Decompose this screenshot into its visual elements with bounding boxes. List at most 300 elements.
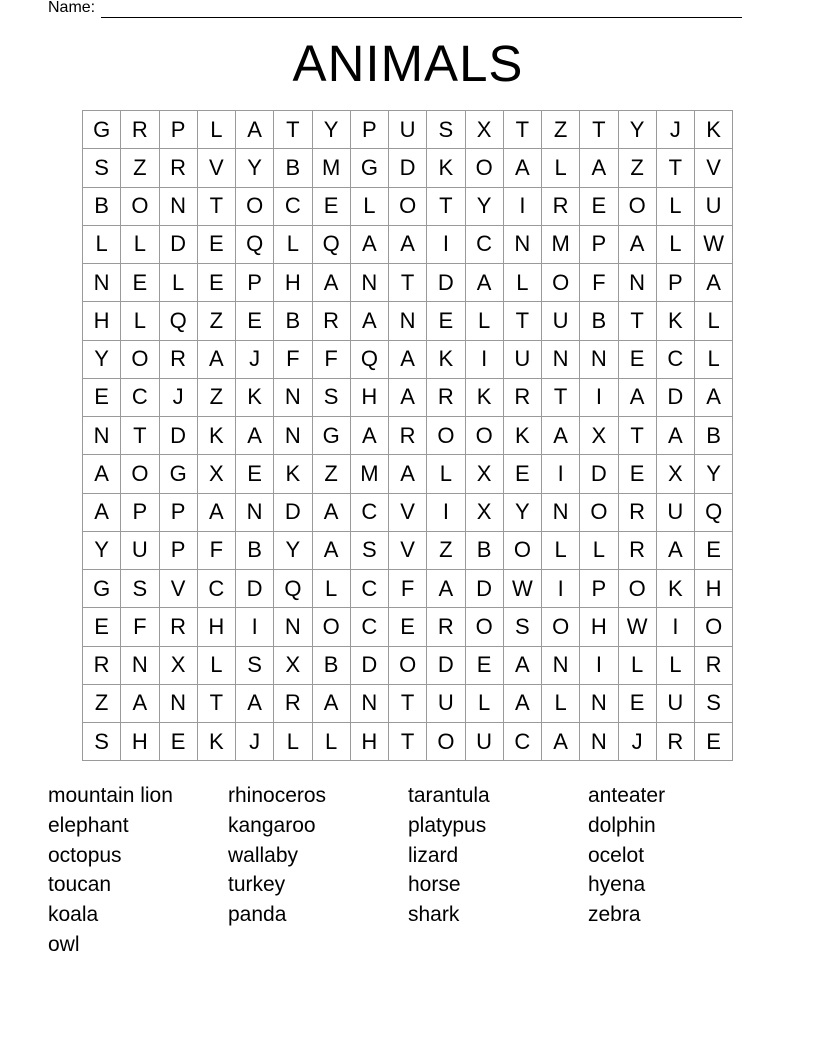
grid-cell[interactable]: K bbox=[695, 111, 733, 149]
grid-cell[interactable]: L bbox=[657, 647, 695, 685]
grid-cell[interactable]: C bbox=[351, 570, 389, 608]
grid-cell[interactable]: L bbox=[542, 685, 580, 723]
grid-cell[interactable]: A bbox=[542, 417, 580, 455]
grid-cell[interactable]: K bbox=[274, 455, 312, 493]
grid-cell[interactable]: F bbox=[121, 608, 159, 646]
grid-cell[interactable]: S bbox=[121, 570, 159, 608]
grid-cell[interactable]: O bbox=[121, 455, 159, 493]
grid-cell[interactable]: Y bbox=[619, 111, 657, 149]
grid-cell[interactable]: S bbox=[427, 111, 465, 149]
grid-cell[interactable]: T bbox=[657, 149, 695, 187]
grid-cell[interactable]: H bbox=[351, 723, 389, 761]
grid-cell[interactable]: A bbox=[313, 685, 351, 723]
grid-cell[interactable]: F bbox=[313, 341, 351, 379]
grid-cell[interactable]: A bbox=[313, 494, 351, 532]
grid-cell[interactable]: B bbox=[313, 647, 351, 685]
grid-cell[interactable]: A bbox=[504, 647, 542, 685]
grid-cell[interactable]: K bbox=[427, 149, 465, 187]
grid-cell[interactable]: W bbox=[504, 570, 542, 608]
grid-cell[interactable]: D bbox=[160, 417, 198, 455]
grid-cell[interactable]: A bbox=[351, 302, 389, 340]
grid-cell[interactable]: A bbox=[83, 455, 121, 493]
grid-cell[interactable]: B bbox=[274, 302, 312, 340]
word-list-item: horse bbox=[408, 873, 461, 897]
grid-cell[interactable]: R bbox=[427, 379, 465, 417]
grid-cell[interactable]: K bbox=[427, 341, 465, 379]
grid-cell[interactable]: V bbox=[198, 149, 236, 187]
grid-cell[interactable]: N bbox=[580, 341, 618, 379]
grid-cell[interactable]: A bbox=[236, 417, 274, 455]
grid-cell[interactable]: I bbox=[542, 570, 580, 608]
grid-cell[interactable]: Y bbox=[695, 455, 733, 493]
grid-cell[interactable]: X bbox=[657, 455, 695, 493]
grid-cell[interactable]: I bbox=[542, 455, 580, 493]
grid-cell[interactable]: K bbox=[466, 379, 504, 417]
grid-cell[interactable]: T bbox=[389, 685, 427, 723]
grid-cell[interactable]: U bbox=[121, 532, 159, 570]
grid-cell[interactable]: O bbox=[121, 341, 159, 379]
grid-cell[interactable]: X bbox=[466, 111, 504, 149]
grid-cell[interactable]: A bbox=[83, 494, 121, 532]
grid-cell[interactable]: O bbox=[466, 149, 504, 187]
grid-cell[interactable]: L bbox=[542, 532, 580, 570]
grid-cell[interactable]: K bbox=[236, 379, 274, 417]
grid-cell[interactable]: T bbox=[121, 417, 159, 455]
grid-cell[interactable]: K bbox=[198, 417, 236, 455]
grid-cell[interactable]: N bbox=[160, 685, 198, 723]
grid-cell[interactable]: O bbox=[466, 608, 504, 646]
grid-cell[interactable]: H bbox=[695, 570, 733, 608]
grid-cell[interactable]: Q bbox=[313, 226, 351, 264]
word-list-item: kangaroo bbox=[228, 813, 316, 837]
grid-cell[interactable]: X bbox=[274, 647, 312, 685]
grid-cell[interactable]: A bbox=[236, 685, 274, 723]
grid-cell[interactable]: E bbox=[695, 723, 733, 761]
grid-cell[interactable]: N bbox=[274, 417, 312, 455]
grid-cell[interactable]: G bbox=[313, 417, 351, 455]
grid-cell[interactable]: L bbox=[466, 685, 504, 723]
grid-cell[interactable]: N bbox=[160, 188, 198, 226]
grid-cell[interactable]: X bbox=[160, 647, 198, 685]
grid-cell[interactable]: Y bbox=[313, 111, 351, 149]
grid-cell[interactable]: H bbox=[274, 264, 312, 302]
grid-cell[interactable]: W bbox=[619, 608, 657, 646]
grid-cell[interactable]: L bbox=[619, 647, 657, 685]
grid-cell[interactable]: R bbox=[389, 417, 427, 455]
grid-cell[interactable]: O bbox=[542, 264, 580, 302]
grid-cell[interactable]: A bbox=[466, 264, 504, 302]
grid-cell[interactable]: L bbox=[580, 532, 618, 570]
grid-cell[interactable]: X bbox=[580, 417, 618, 455]
grid-cell[interactable]: S bbox=[83, 723, 121, 761]
grid-cell[interactable]: B bbox=[695, 417, 733, 455]
grid-cell[interactable]: H bbox=[198, 608, 236, 646]
grid-cell[interactable]: Q bbox=[351, 341, 389, 379]
grid-cell[interactable]: B bbox=[83, 188, 121, 226]
grid-cell[interactable]: A bbox=[389, 379, 427, 417]
grid-cell[interactable]: E bbox=[236, 302, 274, 340]
grid-cell[interactable]: E bbox=[695, 532, 733, 570]
grid-cell[interactable]: N bbox=[83, 264, 121, 302]
grid-cell[interactable]: B bbox=[274, 149, 312, 187]
grid-cell[interactable]: D bbox=[466, 570, 504, 608]
grid-cell[interactable]: I bbox=[580, 647, 618, 685]
grid-cell[interactable]: S bbox=[351, 532, 389, 570]
grid-cell[interactable]: T bbox=[542, 379, 580, 417]
grid-cell[interactable]: X bbox=[198, 455, 236, 493]
grid-cell[interactable]: R bbox=[695, 647, 733, 685]
grid-cell[interactable]: R bbox=[427, 608, 465, 646]
grid-cell[interactable]: V bbox=[160, 570, 198, 608]
word-list-item: koala bbox=[48, 903, 99, 927]
grid-cell[interactable]: U bbox=[427, 685, 465, 723]
grid-cell[interactable]: O bbox=[580, 494, 618, 532]
grid-cell[interactable]: K bbox=[198, 723, 236, 761]
grid-cell[interactable]: I bbox=[236, 608, 274, 646]
grid-cell[interactable]: O bbox=[619, 188, 657, 226]
grid-cell[interactable]: N bbox=[619, 264, 657, 302]
grid-cell[interactable]: O bbox=[121, 188, 159, 226]
grid-cell[interactable]: A bbox=[313, 532, 351, 570]
grid-cell[interactable]: D bbox=[160, 226, 198, 264]
grid-cell[interactable]: L bbox=[198, 647, 236, 685]
grid-cell[interactable]: Z bbox=[83, 685, 121, 723]
name-field[interactable] bbox=[48, 0, 742, 18]
grid-cell[interactable]: A bbox=[504, 685, 542, 723]
grid-cell[interactable]: H bbox=[121, 723, 159, 761]
grid-cell[interactable]: D bbox=[657, 379, 695, 417]
grid-cell[interactable]: Y bbox=[504, 494, 542, 532]
grid-cell[interactable]: T bbox=[580, 111, 618, 149]
grid-cell[interactable]: L bbox=[504, 264, 542, 302]
grid-cell[interactable]: S bbox=[236, 647, 274, 685]
grid-cell[interactable]: T bbox=[619, 417, 657, 455]
grid-cell[interactable]: O bbox=[619, 570, 657, 608]
grid-cell[interactable]: G bbox=[160, 455, 198, 493]
grid-cell[interactable]: R bbox=[313, 302, 351, 340]
grid-cell[interactable]: A bbox=[198, 341, 236, 379]
grid-cell[interactable]: O bbox=[313, 608, 351, 646]
grid-cell[interactable]: L bbox=[274, 226, 312, 264]
grid-cell[interactable]: N bbox=[542, 647, 580, 685]
grid-cell[interactable]: P bbox=[236, 264, 274, 302]
grid-cell[interactable]: L bbox=[657, 226, 695, 264]
grid-cell[interactable]: A bbox=[236, 111, 274, 149]
grid-cell[interactable]: R bbox=[83, 647, 121, 685]
grid-cell[interactable]: Z bbox=[542, 111, 580, 149]
grid-cell[interactable]: Z bbox=[427, 532, 465, 570]
grid-cell[interactable]: O bbox=[542, 608, 580, 646]
grid-cell[interactable]: K bbox=[657, 302, 695, 340]
grid-cell[interactable]: O bbox=[695, 608, 733, 646]
grid-cell[interactable]: G bbox=[83, 570, 121, 608]
grid-cell[interactable]: N bbox=[542, 341, 580, 379]
grid-cell[interactable]: W bbox=[695, 226, 733, 264]
grid-cell[interactable]: J bbox=[160, 379, 198, 417]
grid-cell[interactable]: D bbox=[427, 647, 465, 685]
grid-cell[interactable]: Z bbox=[313, 455, 351, 493]
grid-cell[interactable]: O bbox=[427, 417, 465, 455]
grid-cell[interactable]: N bbox=[389, 302, 427, 340]
grid-cell[interactable]: I bbox=[427, 494, 465, 532]
grid-cell[interactable]: B bbox=[466, 532, 504, 570]
grid-cell[interactable]: Y bbox=[83, 341, 121, 379]
grid-cell[interactable]: V bbox=[389, 532, 427, 570]
grid-cell[interactable]: P bbox=[580, 570, 618, 608]
grid-cell[interactable]: A bbox=[695, 379, 733, 417]
grid-cell[interactable]: E bbox=[619, 341, 657, 379]
grid-cell[interactable]: T bbox=[619, 302, 657, 340]
grid-cell[interactable]: T bbox=[198, 685, 236, 723]
grid-cell[interactable]: M bbox=[313, 149, 351, 187]
grid-cell[interactable]: Z bbox=[198, 379, 236, 417]
word-list-item: hyena bbox=[588, 873, 646, 897]
grid-cell[interactable]: D bbox=[351, 647, 389, 685]
grid-cell[interactable]: O bbox=[466, 417, 504, 455]
grid-cell[interactable]: Q bbox=[236, 226, 274, 264]
grid-cell[interactable]: L bbox=[427, 455, 465, 493]
grid-cell[interactable]: N bbox=[542, 494, 580, 532]
grid-cell[interactable]: E bbox=[619, 685, 657, 723]
grid-cell[interactable]: R bbox=[274, 685, 312, 723]
grid-cell[interactable]: P bbox=[121, 494, 159, 532]
grid-cell[interactable]: A bbox=[657, 417, 695, 455]
grid-cell[interactable]: J bbox=[236, 723, 274, 761]
grid-cell[interactable]: E bbox=[504, 455, 542, 493]
grid-cell[interactable]: N bbox=[351, 685, 389, 723]
grid-cell[interactable]: C bbox=[274, 188, 312, 226]
grid-cell[interactable]: D bbox=[389, 149, 427, 187]
grid-cell[interactable]: D bbox=[236, 570, 274, 608]
grid-cell[interactable]: O bbox=[504, 532, 542, 570]
grid-cell[interactable]: T bbox=[274, 111, 312, 149]
grid-cell[interactable]: A bbox=[542, 723, 580, 761]
grid-cell[interactable]: E bbox=[580, 188, 618, 226]
grid-cell[interactable]: I bbox=[466, 341, 504, 379]
grid-cell[interactable]: F bbox=[580, 264, 618, 302]
grid-cell[interactable]: P bbox=[657, 264, 695, 302]
grid-cell[interactable]: N bbox=[580, 723, 618, 761]
grid-cell[interactable]: T bbox=[504, 111, 542, 149]
grid-cell[interactable]: H bbox=[351, 379, 389, 417]
grid-cell[interactable]: E bbox=[466, 647, 504, 685]
grid-cell[interactable]: Y bbox=[274, 532, 312, 570]
grid-cell[interactable]: L bbox=[121, 226, 159, 264]
grid-cell[interactable]: O bbox=[389, 188, 427, 226]
grid-cell[interactable]: R bbox=[160, 608, 198, 646]
grid-cell[interactable]: N bbox=[83, 417, 121, 455]
grid-cell[interactable]: F bbox=[198, 532, 236, 570]
grid-cell[interactable]: A bbox=[389, 455, 427, 493]
grid-cell[interactable]: U bbox=[695, 188, 733, 226]
grid-cell[interactable]: U bbox=[542, 302, 580, 340]
grid-cell[interactable]: L bbox=[657, 188, 695, 226]
grid-cell[interactable]: N bbox=[274, 608, 312, 646]
grid-cell[interactable]: A bbox=[504, 149, 542, 187]
grid-cell[interactable]: E bbox=[313, 188, 351, 226]
grid-cell[interactable]: R bbox=[504, 379, 542, 417]
grid-cell[interactable]: N bbox=[580, 685, 618, 723]
grid-cell[interactable]: A bbox=[580, 149, 618, 187]
name-underline[interactable] bbox=[101, 2, 742, 18]
grid-cell[interactable]: H bbox=[580, 608, 618, 646]
grid-cell[interactable]: D bbox=[274, 494, 312, 532]
grid-cell[interactable]: E bbox=[83, 608, 121, 646]
grid-cell[interactable]: S bbox=[313, 379, 351, 417]
grid-cell[interactable]: Y bbox=[83, 532, 121, 570]
grid-cell[interactable]: C bbox=[657, 341, 695, 379]
grid-cell[interactable]: L bbox=[313, 723, 351, 761]
grid-cell[interactable]: A bbox=[351, 226, 389, 264]
grid-cell[interactable]: A bbox=[313, 264, 351, 302]
word-list-item: lizard bbox=[408, 843, 459, 867]
grid-cell[interactable]: A bbox=[198, 494, 236, 532]
grid-cell[interactable]: A bbox=[619, 226, 657, 264]
grid-cell[interactable]: R bbox=[160, 341, 198, 379]
word-list-item: zebra bbox=[588, 903, 641, 927]
grid-cell[interactable]: G bbox=[83, 111, 121, 149]
grid-cell[interactable]: Z bbox=[198, 302, 236, 340]
grid-cell[interactable]: L bbox=[351, 188, 389, 226]
grid-cell[interactable]: B bbox=[580, 302, 618, 340]
grid-cell[interactable]: E bbox=[198, 226, 236, 264]
grid-cell[interactable]: A bbox=[657, 532, 695, 570]
grid-cell[interactable]: I bbox=[657, 608, 695, 646]
grid-cell[interactable]: P bbox=[160, 532, 198, 570]
grid-cell[interactable]: T bbox=[427, 188, 465, 226]
grid-cell[interactable]: K bbox=[657, 570, 695, 608]
word-list-item: tarantula bbox=[408, 784, 490, 807]
grid-cell[interactable]: G bbox=[351, 149, 389, 187]
grid-cell[interactable]: C bbox=[466, 226, 504, 264]
grid-cell[interactable]: E bbox=[236, 455, 274, 493]
grid-cell[interactable]: R bbox=[542, 188, 580, 226]
grid-cell[interactable]: O bbox=[236, 188, 274, 226]
grid-cell[interactable]: J bbox=[657, 111, 695, 149]
grid-cell[interactable]: R bbox=[619, 494, 657, 532]
grid-cell[interactable]: Y bbox=[466, 188, 504, 226]
grid-cell[interactable]: I bbox=[580, 379, 618, 417]
grid-cell[interactable]: E bbox=[198, 264, 236, 302]
grid-cell[interactable]: A bbox=[389, 341, 427, 379]
grid-cell[interactable]: V bbox=[695, 149, 733, 187]
grid-cell[interactable]: X bbox=[466, 494, 504, 532]
grid-cell[interactable]: C bbox=[121, 379, 159, 417]
grid-cell[interactable]: L bbox=[466, 302, 504, 340]
grid-cell[interactable]: S bbox=[695, 685, 733, 723]
grid-cell[interactable]: L bbox=[313, 570, 351, 608]
grid-cell[interactable]: J bbox=[236, 341, 274, 379]
grid-cell[interactable]: U bbox=[504, 341, 542, 379]
grid-cell[interactable]: T bbox=[504, 302, 542, 340]
grid-cell[interactable]: C bbox=[504, 723, 542, 761]
grid-cell[interactable]: I bbox=[427, 226, 465, 264]
grid-cell[interactable]: A bbox=[389, 226, 427, 264]
grid-cell[interactable]: S bbox=[83, 149, 121, 187]
grid-cell[interactable]: Q bbox=[160, 302, 198, 340]
grid-cell[interactable]: U bbox=[657, 494, 695, 532]
grid-cell[interactable]: R bbox=[121, 111, 159, 149]
grid-cell[interactable]: I bbox=[504, 188, 542, 226]
grid-cell[interactable]: J bbox=[619, 723, 657, 761]
grid-cell[interactable]: L bbox=[274, 723, 312, 761]
grid-cell[interactable]: Q bbox=[695, 494, 733, 532]
grid-cell[interactable]: Z bbox=[121, 149, 159, 187]
grid-cell[interactable]: R bbox=[657, 723, 695, 761]
grid-cell[interactable]: Y bbox=[236, 149, 274, 187]
grid-cell[interactable]: E bbox=[619, 455, 657, 493]
grid-cell[interactable]: E bbox=[160, 723, 198, 761]
grid-cell[interactable]: N bbox=[121, 647, 159, 685]
grid-cell[interactable]: P bbox=[580, 226, 618, 264]
grid-cell[interactable]: R bbox=[160, 149, 198, 187]
grid-cell[interactable]: D bbox=[580, 455, 618, 493]
grid-cell[interactable]: H bbox=[83, 302, 121, 340]
grid-cell[interactable]: E bbox=[83, 379, 121, 417]
grid-cell[interactable]: L bbox=[695, 341, 733, 379]
grid-cell[interactable]: L bbox=[83, 226, 121, 264]
grid-cell[interactable]: A bbox=[619, 379, 657, 417]
grid-cell[interactable]: U bbox=[466, 723, 504, 761]
grid-cell[interactable]: N bbox=[274, 379, 312, 417]
grid-cell[interactable]: F bbox=[389, 570, 427, 608]
grid-cell[interactable]: M bbox=[542, 226, 580, 264]
grid-cell[interactable]: O bbox=[389, 647, 427, 685]
grid-cell[interactable]: F bbox=[274, 341, 312, 379]
grid-cell[interactable]: L bbox=[121, 302, 159, 340]
grid-cell[interactable]: P bbox=[351, 111, 389, 149]
grid-cell[interactable]: N bbox=[504, 226, 542, 264]
grid-cell[interactable]: N bbox=[351, 264, 389, 302]
grid-cell[interactable]: M bbox=[351, 455, 389, 493]
grid-cell[interactable]: K bbox=[504, 417, 542, 455]
grid-cell[interactable]: R bbox=[619, 532, 657, 570]
word-list-item: dolphin bbox=[588, 813, 656, 837]
grid-cell[interactable]: L bbox=[695, 302, 733, 340]
grid-cell[interactable]: L bbox=[160, 264, 198, 302]
grid-cell[interactable]: Z bbox=[619, 149, 657, 187]
grid-cell[interactable]: B bbox=[236, 532, 274, 570]
grid-cell[interactable]: V bbox=[389, 494, 427, 532]
grid-cell[interactable]: C bbox=[351, 608, 389, 646]
grid-cell[interactable]: U bbox=[657, 685, 695, 723]
grid-cell[interactable]: U bbox=[389, 111, 427, 149]
grid-cell[interactable]: P bbox=[160, 111, 198, 149]
grid-cell[interactable]: L bbox=[542, 149, 580, 187]
grid-cell[interactable]: Q bbox=[274, 570, 312, 608]
grid-cell[interactable]: A bbox=[351, 417, 389, 455]
grid-cell[interactable]: P bbox=[160, 494, 198, 532]
grid-cell[interactable]: E bbox=[389, 608, 427, 646]
grid-cell[interactable]: A bbox=[427, 570, 465, 608]
grid-cell[interactable]: O bbox=[427, 723, 465, 761]
grid-cell[interactable]: T bbox=[389, 264, 427, 302]
grid-cell[interactable]: L bbox=[198, 111, 236, 149]
grid-cell[interactable]: T bbox=[198, 188, 236, 226]
grid-cell[interactable]: S bbox=[504, 608, 542, 646]
grid-cell[interactable]: E bbox=[427, 302, 465, 340]
grid-cell[interactable]: E bbox=[121, 264, 159, 302]
grid-cell[interactable]: A bbox=[695, 264, 733, 302]
grid-cell[interactable]: D bbox=[427, 264, 465, 302]
word-list-item: platypus bbox=[408, 813, 487, 837]
grid-cell[interactable]: X bbox=[466, 455, 504, 493]
grid-cell[interactable]: T bbox=[389, 723, 427, 761]
grid-cell[interactable]: C bbox=[351, 494, 389, 532]
grid-cell[interactable]: C bbox=[198, 570, 236, 608]
grid-cell[interactable]: N bbox=[236, 494, 274, 532]
grid-cell[interactable]: A bbox=[121, 685, 159, 723]
